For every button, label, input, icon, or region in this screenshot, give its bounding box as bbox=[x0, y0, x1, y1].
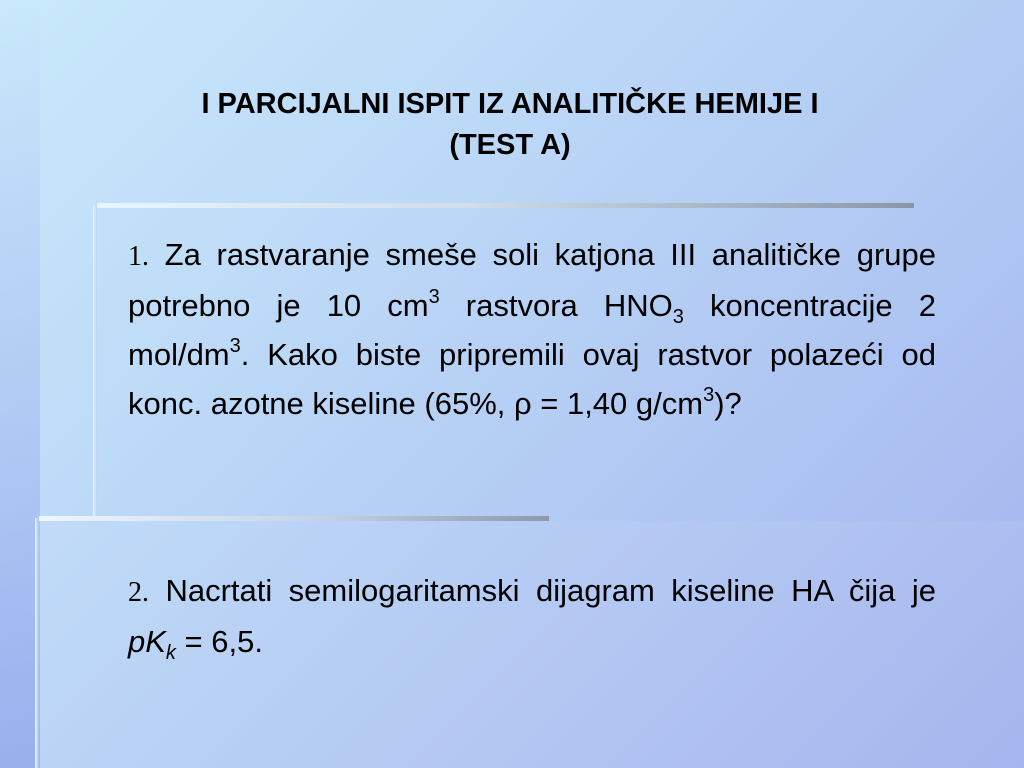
question-2-text-part1: Nacrtati semilogaritamski dijagram kiseline HA čija je bbox=[149, 573, 936, 608]
question-1-text-part1: Za rastvaranje smeše soli katjona III analitičke grupe potrebno je 10 cm bbox=[128, 237, 936, 323]
slide-title bbox=[60, 84, 960, 166]
left-gradient-band bbox=[0, 0, 40, 768]
decorative-horizontal-line-top bbox=[97, 203, 914, 208]
question-2-text-part2: = 6,5. bbox=[175, 624, 263, 659]
superscript-gcm3: 3 bbox=[703, 384, 715, 406]
pk-subscript: k bbox=[165, 642, 176, 664]
question-1-text-part4: . Kako biste pripremili ovaj rastvor polazeći od konc. azotne kiseline (65%, ρ = 1,40 g/cm bbox=[128, 337, 936, 421]
subscript-hno3: 3 bbox=[672, 306, 684, 328]
question-1 bbox=[128, 230, 936, 428]
question-2 bbox=[128, 566, 936, 666]
question-1-number: 1. bbox=[128, 241, 149, 272]
question-1-text-part2: rastvora HNO bbox=[439, 288, 673, 323]
title-line-1: I PARCIJALNI ISPIT IZ ANALITIČKE HEMIJE I bbox=[201, 88, 819, 120]
decorative-vertical-line-bottom bbox=[35, 518, 39, 768]
decorative-horizontal-line-bottom bbox=[39, 516, 549, 521]
superscript-cm3: 3 bbox=[428, 286, 440, 308]
title-line-2: (TEST A) bbox=[449, 129, 571, 161]
pk-symbol: pK bbox=[128, 624, 166, 659]
question-1-text-part5: )? bbox=[714, 386, 742, 421]
decorative-vertical-line-top bbox=[93, 205, 97, 518]
superscript-dm3: 3 bbox=[229, 335, 241, 357]
question-2-number: 2. bbox=[128, 577, 149, 608]
question-1-text-part3: koncentracije 2 mol/dm bbox=[128, 288, 936, 372]
